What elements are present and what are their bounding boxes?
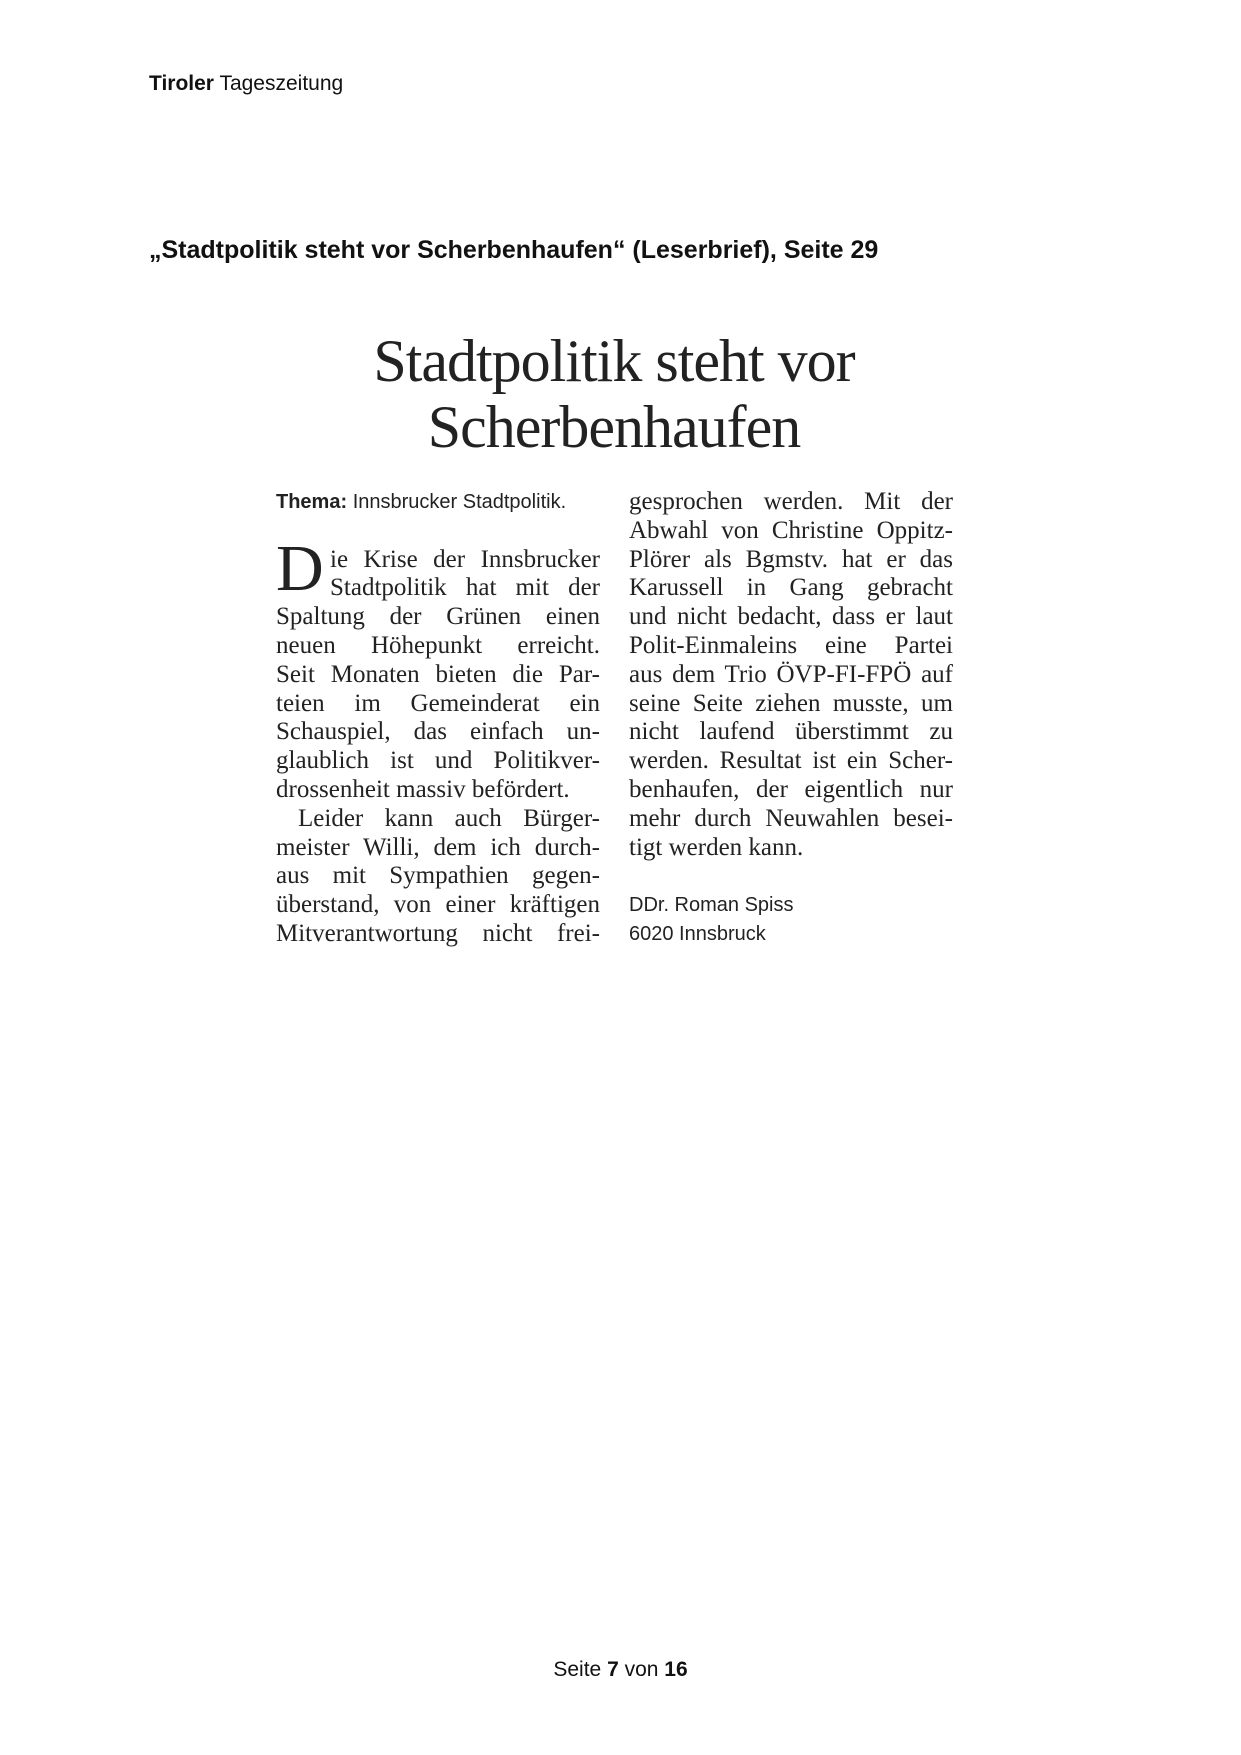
thema-label: Thema: [276,491,348,513]
current-page: 7 [607,1658,619,1681]
publication-name [149,72,343,96]
document-title: „Stadtpolitik steht vor Scherbenhaufen“ (Leserbrief), Seite 29 [149,236,879,264]
text-line: mehr durch Neuwahlen besei- [629,804,953,832]
article-column-right [629,488,953,949]
total-pages: 16 [664,1658,688,1681]
text-line: neuen Höhepunkt erreicht. [276,631,600,659]
drop-cap: D [276,532,324,605]
author-location: 6020 Innsbruck [629,922,766,945]
publication-name-rest: Tageszeitung [219,72,344,95]
text-line: Plörer als Bgmstv. hat er das [629,545,953,573]
headline-line: Scherbenhaufen [427,394,801,460]
text-line: Polit-Einmaleins eine Partei [629,631,953,659]
text-line: Mitverantwortung nicht frei- [276,919,600,947]
page-of: von [624,1658,659,1681]
text-line: aus dem Trio ÖVP-FI-FPÖ auf [629,660,953,688]
text-line: Stadtpolitik hat mit der [330,574,600,602]
text-line: Seit Monaten bieten die Par- [276,660,600,688]
page-prefix: Seite [553,1658,602,1681]
text-line: benhaufen, der eigentlich nur [629,775,953,803]
text-line: gesprochen werden. Mit der [629,488,953,515]
publication-name-bold: Tiroler [149,72,214,95]
text-line: Abwahl von Christine Oppitz- [629,516,953,544]
headline-line: Stadtpolitik steht vor [373,328,855,394]
text-line: glaublich ist und Politikver- [276,747,600,775]
page-number [0,1658,1241,1682]
text-line: ie Krise der Innsbrucker [330,545,600,573]
article-headline [300,328,928,460]
text-line: drossenheit massiv befördert. [276,775,570,803]
thema-value: Innsbrucker Stadtpolitik. [352,491,567,513]
article-column-left [276,488,600,949]
thema-line [276,488,600,517]
text-line: seine Seite ziehen musste, um [629,689,953,717]
text-line: Karussell in Gang gebracht [629,574,953,602]
text-line: überstand, von einer kräftigen [276,891,600,919]
text-line: Spaltung der Grünen einen [276,603,600,631]
text-line: nicht laufend überstimmt zu [629,718,953,746]
text-line: tigt werden kann. [629,833,804,861]
text-line: aus mit Sympathien gegen- [276,862,600,890]
text-line: Leider kann auch Bürger- [298,804,600,832]
author-name: DDr. Roman Spiss [629,894,794,917]
text-line: und nicht bedacht, dass er laut [629,603,953,631]
text-line: meister Willi, dem ich durch- [276,833,600,861]
text-line: teien im Gemeinderat ein [276,689,600,717]
text-line: werden. Resultat ist ein Scher- [629,747,953,775]
text-line: Schauspiel, das einfach un- [276,718,600,746]
